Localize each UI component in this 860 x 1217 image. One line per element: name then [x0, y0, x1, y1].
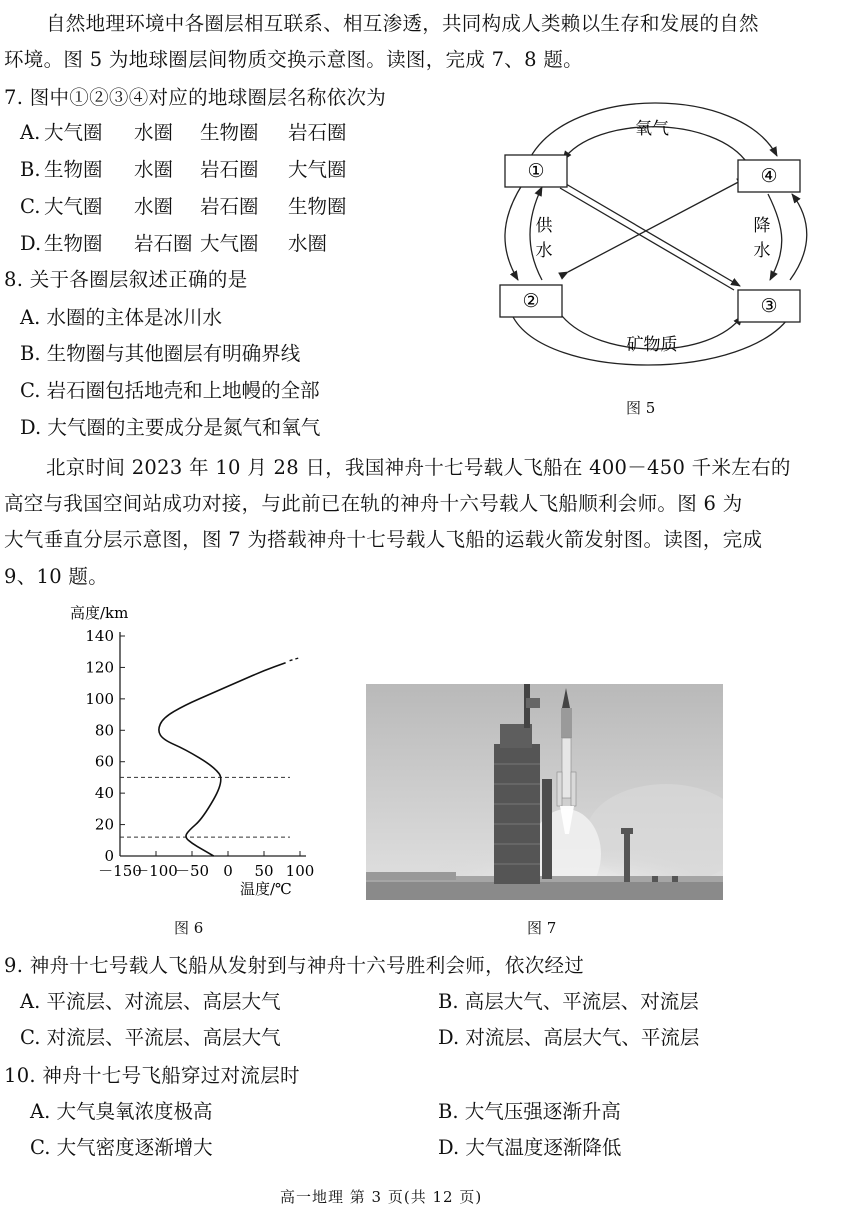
fig7-launch-photo: [366, 684, 723, 900]
q9-option-c: C. 对流层、平流层、高层大气: [20, 1026, 281, 1049]
q9-option-d: D. 对流层、高层大气、平流层: [438, 1026, 700, 1049]
q7-option-item: 生物圈: [44, 158, 103, 181]
q10-option-c: C. 大气密度逐渐增大: [30, 1136, 213, 1159]
q7-option-item: 生物圈: [44, 232, 103, 255]
fig5-diagram: [490, 90, 820, 390]
q7-option-item: 生物圈: [200, 121, 259, 144]
q10-option-b: B. 大气压强逐渐升高: [438, 1100, 621, 1123]
q7-option-letter: A.: [20, 121, 41, 144]
fig6-ylabel: 高度/km: [70, 604, 129, 622]
fig5-node-1: ①: [527, 160, 545, 182]
q7-stem: 7. 图中①②③④对应的地球圈层名称依次为: [4, 86, 387, 109]
fig6-x-tick-label: －150: [98, 862, 142, 880]
fig5-label-precip-2: 水: [753, 241, 771, 261]
fig5-label-supply-1: 供: [535, 216, 553, 236]
q10-stem: 10. 神舟十七号飞船穿过对流层时: [4, 1064, 300, 1087]
fig5-caption: 图 5: [626, 399, 656, 417]
q7-option-letter: D.: [20, 232, 42, 255]
q7-option-item: 岩石圈: [200, 195, 259, 218]
q7-option-item: 水圈: [134, 195, 174, 218]
q7-option-item: 大气圈: [288, 158, 347, 181]
fig5-node-4: ④: [760, 165, 778, 187]
q7-option-item: 大气圈: [44, 121, 103, 144]
fig5-label-minerals: 矿物质: [626, 335, 678, 355]
fig5-label-supply-2: 水: [535, 241, 553, 261]
q8-option-d: D. 大气圈的主要成分是氮气和氧气: [20, 416, 321, 439]
intro1-line2: 环境。图 5 为地球圈层间物质交换示意图。读图，完成 7、8 题。: [4, 48, 583, 71]
q8-option-b: B. 生物圈与其他圈层有明确界线: [20, 342, 301, 365]
fig6-xlabel: 温度/℃: [240, 880, 292, 898]
fig6-chart: [60, 598, 320, 898]
intro1-line1: 自然地理环境中各圈层相互联系、相互渗透，共同构成人类赖以生存和发展的自然: [46, 12, 759, 35]
q10-option-a: A. 大气臭氧浓度极高: [30, 1100, 213, 1123]
q8-option-c: C. 岩石圈包括地壳和上地幔的全部: [20, 379, 320, 402]
intro2-line2: 高空与我国空间站成功对接，与此前已在轨的神舟十六号载人飞船顺利会师。图 6 为: [4, 492, 743, 515]
q7-option-letter: B.: [20, 158, 41, 181]
fig5-node-3: ③: [760, 295, 778, 317]
q7-option-item: 水圈: [134, 121, 174, 144]
fig6-x-tick-label: －50: [174, 862, 210, 880]
fig6-caption: 图 6: [174, 919, 204, 937]
fig6-x-tick-label: 0: [223, 862, 233, 880]
q9-option-a: A. 平流层、对流层、高层大气: [20, 990, 281, 1013]
fig6-temperature-curve: [159, 663, 286, 856]
q7-option-item: 岩石圈: [288, 121, 347, 144]
fig6-y-tick-label: 140: [85, 627, 114, 645]
q7-option-item: 岩石圈: [134, 232, 193, 255]
q7-option-item: 水圈: [134, 158, 174, 181]
intro2-line1: 北京时间 2023 年 10 月 28 日，我国神舟十七号载人飞船在 400－450 千米左右的: [46, 456, 791, 479]
q10-option-d: D. 大气温度逐渐降低: [438, 1136, 622, 1159]
q7-option-item: 大气圈: [200, 232, 259, 255]
fig7-caption: 图 7: [527, 919, 557, 937]
q8-stem: 8. 关于各圈层叙述正确的是: [4, 268, 248, 291]
intro2-line4: 9、10 题。: [4, 565, 109, 588]
fig6-y-tick-label: 80: [94, 721, 114, 740]
page-footer: 高一地理 第 3 页(共 12 页): [280, 1188, 483, 1206]
q7-option-letter: C.: [20, 195, 41, 218]
fig6-y-tick-label: 100: [85, 689, 114, 708]
fig6-y-tick-label: 20: [94, 815, 114, 834]
q7-option-item: 岩石圈: [200, 158, 259, 181]
fig6-y-tick-label: 60: [94, 752, 114, 771]
q7-option-item: 生物圈: [288, 195, 347, 218]
fig6-y-tick-label: 0: [104, 847, 114, 865]
q9-stem: 9. 神舟十七号载人飞船从发射到与神舟十六号胜利会师，依次经过: [4, 954, 585, 977]
fig6-curve-extension: [290, 658, 300, 661]
fig5-label-oxygen: 氧气: [635, 119, 669, 139]
fig6-x-tick-label: 100: [285, 862, 315, 880]
fig5-node-2: ②: [522, 290, 540, 312]
q9-option-b: B. 高层大气、平流层、对流层: [438, 990, 699, 1013]
fig5-label-precip-1: 降: [753, 216, 771, 236]
fig6-x-tick-label: 50: [254, 862, 274, 880]
fig6-x-tick-label: －100: [134, 862, 178, 880]
q7-option-item: 水圈: [288, 232, 328, 255]
fig6-y-tick-label: 120: [85, 658, 114, 677]
intro2-line3: 大气垂直分层示意图，图 7 为搭载神舟十七号载人飞船的运载火箭发射图。读图，完成: [4, 528, 763, 551]
q7-option-item: 大气圈: [44, 195, 103, 218]
q8-option-a: A. 水圈的主体是冰川水: [20, 306, 222, 329]
fig6-y-tick-label: 40: [94, 784, 114, 803]
